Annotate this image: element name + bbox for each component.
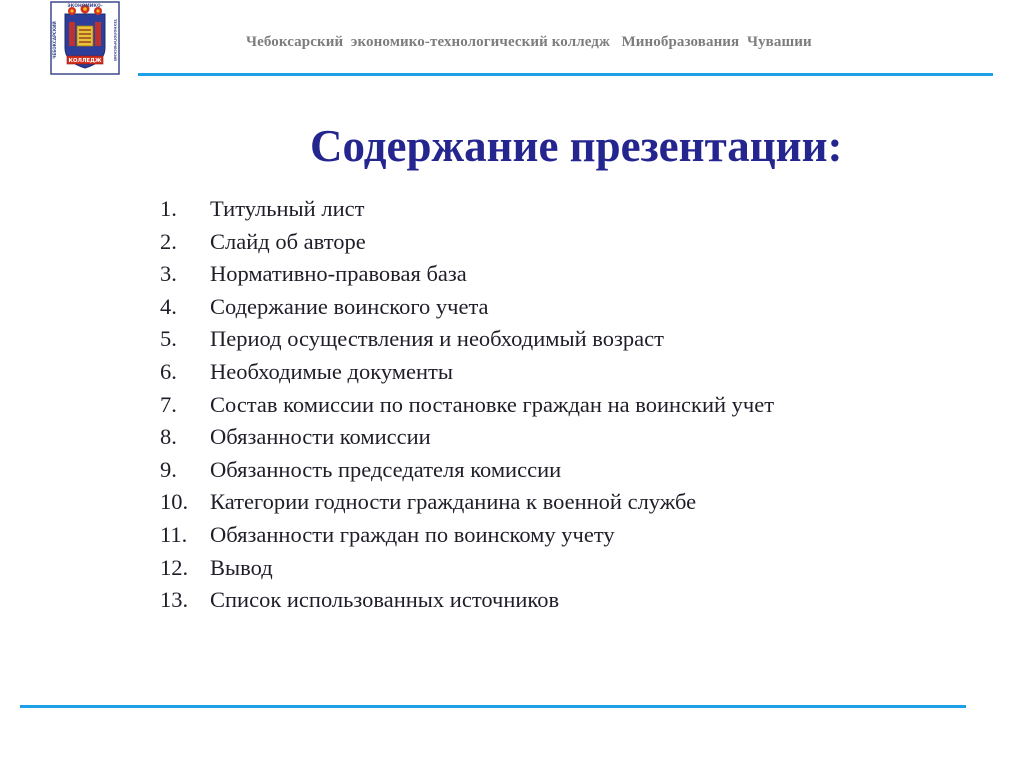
list-item-label: Слайд об авторе [210, 228, 366, 254]
list-item [160, 454, 774, 487]
list-item-number: 4. [160, 293, 177, 319]
contents-list [160, 193, 774, 617]
list-item-label: Необходимые документы [210, 358, 454, 384]
list-item [160, 389, 774, 422]
list-item-label: Содержание воинского учета [210, 293, 489, 319]
list-item [160, 519, 774, 552]
list-item-number: 3. [160, 261, 177, 287]
page-title: Содержание презентации: [310, 121, 843, 171]
list-item-label: Обязанности комиссии [210, 424, 431, 450]
list-item-number: 8. [160, 424, 177, 450]
list-item-label: Обязанности граждан по воинскому учету [210, 521, 615, 547]
list-item [160, 291, 774, 324]
list-item-label: Вывод [210, 554, 273, 580]
list-item-label: Категории годности гражданина к военной службе [210, 489, 697, 515]
footer-divider [20, 705, 966, 708]
list-item-label: Титульный лист [210, 196, 365, 221]
list-item [160, 226, 774, 259]
list-item [160, 193, 774, 226]
list-item-label: Период осуществления и необходимый возраст [210, 326, 664, 352]
list-item-label: Список использованных источников [210, 587, 560, 613]
list-item-number: 9. [160, 456, 177, 482]
list-item-number: 6. [160, 358, 177, 384]
college-emblem-icon [45, 0, 125, 76]
list-item-number: 7. [160, 391, 177, 417]
list-item-number: 1. [160, 196, 177, 221]
header-caption: Чебоксарский экономико-технологический колледж Минобразования Чувашии [246, 34, 812, 50]
logo-top-text: ЭКОНОМИКО- [67, 4, 103, 9]
list-item [160, 258, 774, 291]
list-item-number: 13. [160, 587, 189, 613]
logo-right-text: ТЕХНОЛОГИЧЕСКИЙ [113, 18, 117, 62]
list-item [160, 584, 774, 617]
list-item-number: 12. [160, 554, 189, 580]
list-item [160, 421, 774, 454]
list-item-label: Состав комиссии по постановке граждан на воинский учет [210, 391, 775, 417]
list-item [160, 552, 774, 585]
list-item-number: 11. [160, 521, 188, 547]
header-divider [138, 73, 993, 76]
list-item-number: 10. [160, 489, 189, 515]
list-item-number: 2. [160, 228, 177, 254]
logo-left-text: ЧЕБОКСАРСКИЙ [52, 21, 57, 59]
list-item [160, 323, 774, 356]
list-item [160, 356, 774, 389]
list-item-label: Нормативно-правовая база [210, 261, 467, 287]
logo-bottom-text: КОЛЛЕДЖ [68, 58, 102, 64]
list-item [160, 486, 774, 519]
list-item-label: Обязанность председателя комиссии [210, 456, 562, 482]
list-item-number: 5. [160, 326, 177, 352]
